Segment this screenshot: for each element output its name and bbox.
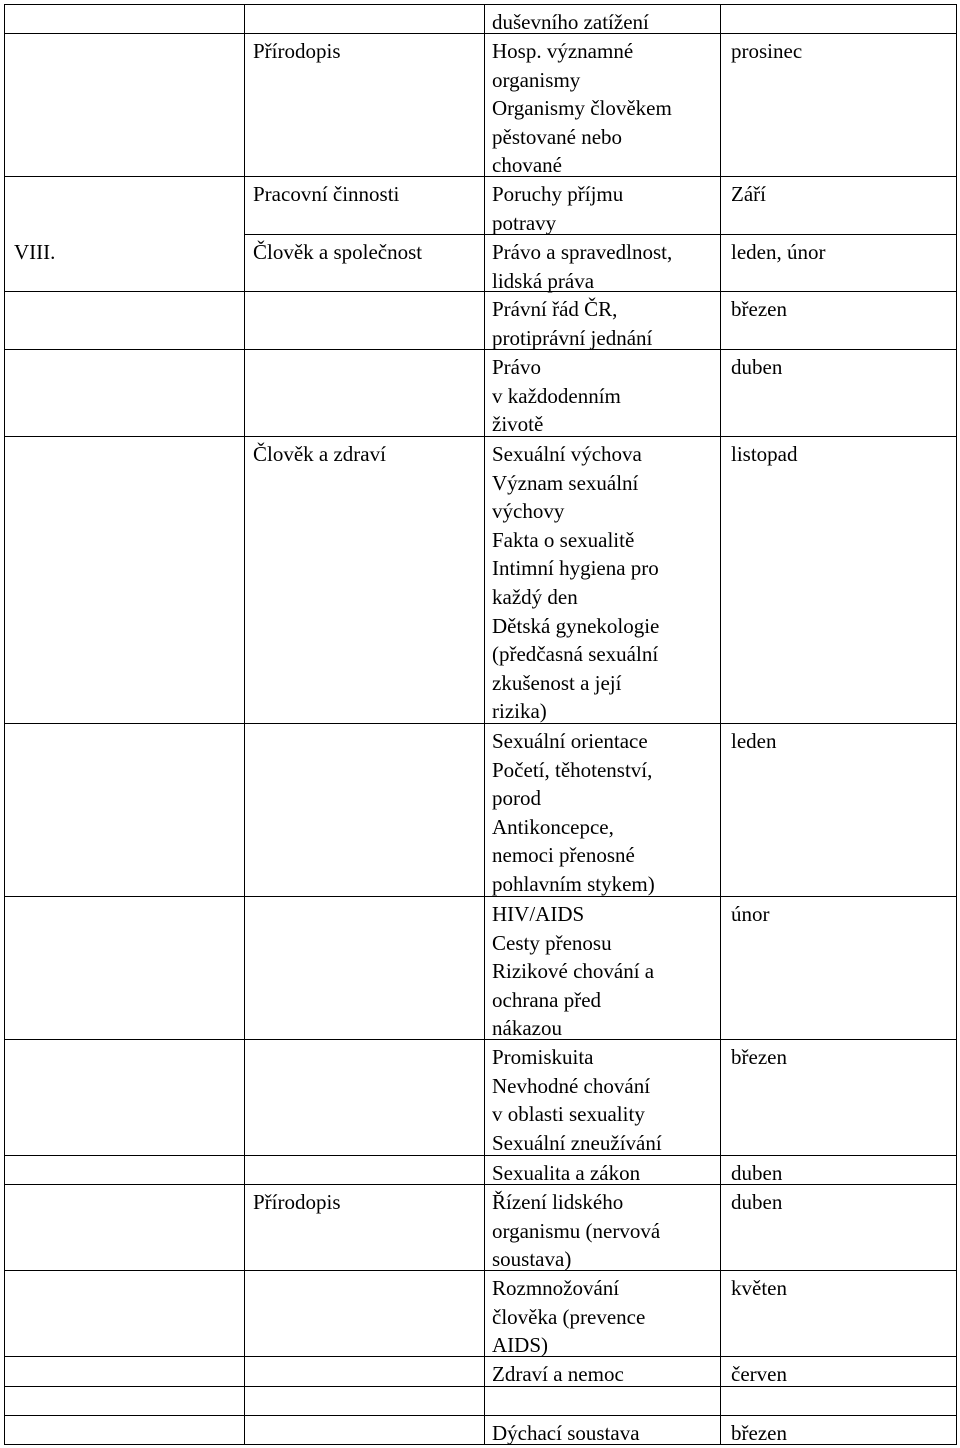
topic-cell-text: (předčasná sexuální [492, 642, 659, 667]
topic-cell-text: Fakta o sexualitě [492, 527, 635, 552]
topic-cell-text: organismy [492, 67, 581, 92]
topic-cell-text: Právo [492, 355, 541, 379]
row-divider [4, 723, 957, 724]
row-divider [4, 1270, 957, 1271]
column-divider [4, 4, 5, 1445]
area-cell-text: Člověk a společnost [253, 240, 423, 264]
topic-cell-text: chované [492, 153, 562, 178]
topic-cell-text: Řízení lidského [492, 1190, 624, 1214]
topic-cell-text: člověka (prevence [492, 1304, 646, 1329]
topic-cell-text: Poruchy příjmu [492, 182, 624, 206]
month-cell-text: únor [731, 902, 770, 926]
topic-cell-text: Promiskuita [492, 1045, 594, 1069]
row-divider [4, 33, 957, 34]
topic-cell-text: porod [492, 786, 541, 811]
topic-cell-text: Význam sexuální [492, 470, 639, 495]
topic-cell-text: Rizikové chování a [492, 959, 655, 984]
grade-cell-text: VIII. [14, 240, 56, 264]
month-cell-text: březen [731, 297, 787, 321]
month-cell-text: leden [731, 729, 777, 753]
month-cell-text: březen [731, 1421, 787, 1445]
row-divider [4, 1155, 957, 1156]
row-divider [4, 1386, 957, 1387]
topic-cell-text: ochrana před [492, 987, 602, 1012]
topic-cell-text: každý den [492, 585, 578, 609]
row-divider [4, 349, 957, 350]
month-cell-text: duben [731, 1190, 783, 1214]
topic-cell-text: Zdraví a nemoc [492, 1362, 624, 1386]
topic-cell-text: nákazou [492, 1016, 562, 1041]
area-cell-text: Přírodopis [253, 1190, 341, 1214]
topic-cell-text: AIDS) [492, 1333, 548, 1358]
topic-cell-text: Intimní hygiena pro [492, 556, 659, 581]
topic-cell-text: Sexuální výchova [492, 442, 642, 466]
row-divider [4, 1444, 957, 1445]
month-cell-text: Září [731, 182, 766, 206]
topic-cell-text: zkušenost a její [492, 670, 622, 695]
topic-cell-text: výchovy [492, 499, 565, 524]
topic-cell-text: duševního zatížení [492, 10, 649, 34]
topic-cell-text: soustava) [492, 1247, 572, 1272]
column-divider [720, 4, 721, 1445]
topic-cell-text: Sexualita a zákon [492, 1161, 641, 1185]
month-cell-text: prosinec [731, 39, 803, 63]
topic-cell-text: v každodenním [492, 383, 621, 408]
topic-cell-text: Právo a spravedlnost, [492, 240, 673, 264]
topic-cell-text: potravy [492, 210, 557, 235]
topic-cell-text: v oblasti sexuality [492, 1102, 645, 1127]
month-cell-text: květen [731, 1276, 787, 1300]
topic-cell-text: protiprávní jednání [492, 325, 653, 350]
topic-cell-text: Cesty přenosu [492, 930, 612, 955]
row-divider [4, 1039, 957, 1040]
month-cell-text: duben [731, 1161, 783, 1185]
column-divider [956, 4, 957, 1445]
topic-cell-text: Právní řád ČR, [492, 297, 618, 321]
month-cell-text: leden, únor [731, 240, 826, 264]
row-divider [4, 291, 957, 292]
row-divider [4, 1184, 957, 1185]
column-divider [484, 4, 485, 1445]
topic-cell-text: HIV/AIDS [492, 902, 585, 926]
area-cell-text: Přírodopis [253, 39, 341, 63]
topic-cell-text: Nevhodné chování [492, 1073, 651, 1098]
row-divider [4, 436, 957, 437]
month-cell-text: červen [731, 1362, 787, 1386]
topic-cell-text: rizika) [492, 699, 547, 724]
topic-cell-text: lidská práva [492, 268, 595, 293]
area-cell-text: Pracovní činnosti [253, 182, 400, 206]
row-divider [4, 1356, 957, 1357]
topic-cell-text: životě [492, 412, 544, 437]
topic-cell-text: Dětská gynekologie [492, 613, 660, 638]
topic-cell-text: Početí, těhotenství, [492, 757, 653, 782]
topic-cell-text: Sexuální orientace [492, 729, 648, 753]
area-cell-text: Člověk a zdraví [253, 442, 386, 466]
topic-cell-text: Hosp. významné [492, 39, 634, 63]
row-divider [4, 1415, 957, 1416]
topic-cell-text: Dýchací soustava [492, 1421, 640, 1445]
row-divider [244, 234, 956, 235]
topic-cell-text: organismu (nervová [492, 1218, 661, 1243]
topic-cell-text: pohlavním stykem) [492, 872, 655, 896]
row-divider [4, 176, 957, 177]
topic-cell-text: Antikoncepce, [492, 814, 614, 839]
topic-cell-text: Organismy člověkem [492, 96, 672, 121]
topic-cell-text: Sexuální zneužívání [492, 1130, 662, 1155]
topic-cell-text: Rozmnožování [492, 1276, 620, 1300]
topic-cell-text: pěstované nebo [492, 124, 623, 149]
month-cell-text: březen [731, 1045, 787, 1069]
row-divider [4, 896, 957, 897]
topic-cell-text: nemoci přenosné [492, 843, 635, 868]
column-divider [244, 4, 245, 1445]
month-cell-text: listopad [731, 442, 798, 466]
row-divider [4, 4, 957, 5]
month-cell-text: duben [731, 355, 783, 379]
